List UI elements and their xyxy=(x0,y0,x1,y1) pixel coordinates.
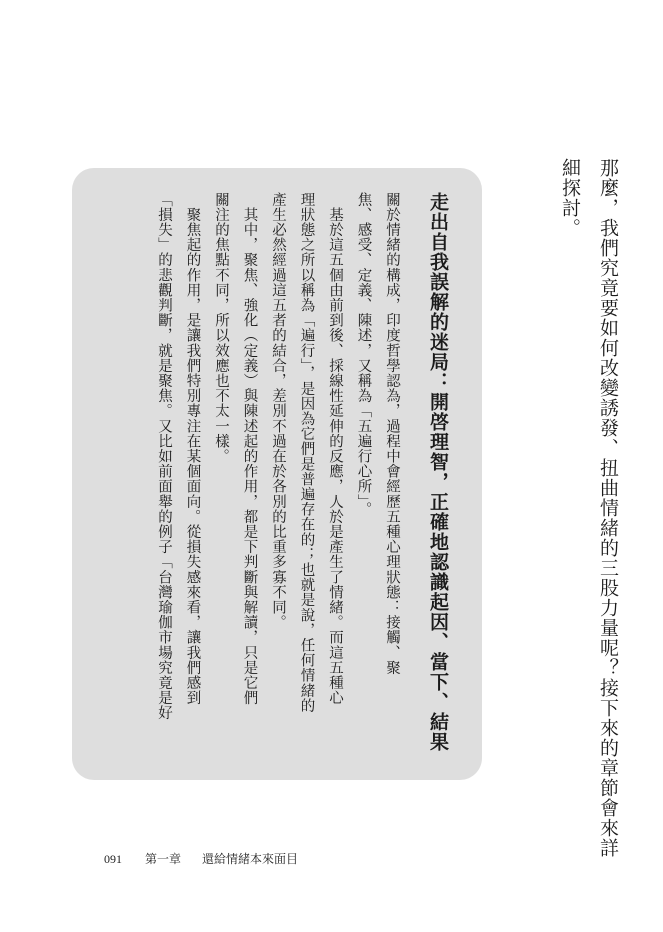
callout-line: 其中，聚焦、強化（定義）與陳述起的作用，都是下判斷與解讀，只是它們 xyxy=(241,192,258,706)
page-number: 091 xyxy=(104,852,122,866)
callout-line: 產生必然經過這五者的結合，差別不過在於各別的比重多寡不同。 xyxy=(270,192,286,630)
callout-line: 關於情緒的構成，印度哲學認為，過程中會經歷五種心理狀態：接觸、聚 xyxy=(384,192,400,676)
main-line: 那麼，我們究竟要如何改變誘發、扭曲情緒的三股力量呢？接下來的章節會來詳 xyxy=(597,158,619,858)
main-body-text xyxy=(551,158,627,858)
callout-line: 聚焦起的作用，是讓我們特別專注在某個面向。從損失感來看，讓我們感到 xyxy=(184,192,201,706)
chapter-label: 第一章 xyxy=(145,852,182,866)
callout-content xyxy=(150,192,459,762)
callout-line: 焦、感受、定義、陳述，又稱為「五遍行心所」。 xyxy=(355,192,372,517)
callout-title: 走出自我誤解的迷局：開啓理智，正確地認識起因、當下、結果 xyxy=(427,192,449,752)
page-footer xyxy=(104,850,298,867)
callout-line: 「損失」的悲觀判斷，就是聚焦。又比如前面舉的例子「台灣瑜伽市場究竟是好 xyxy=(156,192,172,721)
callout-line: 基於這五個由前到後、採線性延伸的反應，人於是產生了情緒。而這五種心 xyxy=(327,192,343,706)
callout-box xyxy=(72,168,482,780)
callout-body xyxy=(150,192,407,762)
main-line: 細探討。 xyxy=(559,158,581,238)
callout-line: 關注的焦點不同，所以效應也不太一樣。 xyxy=(213,192,229,464)
callout-line: 理狀態之所以稱為「遍行」，是因為它們是普遍存在的；也就是說，任何情緒的 xyxy=(298,192,315,714)
chapter-title: 還給情緒本來面目 xyxy=(202,852,299,866)
